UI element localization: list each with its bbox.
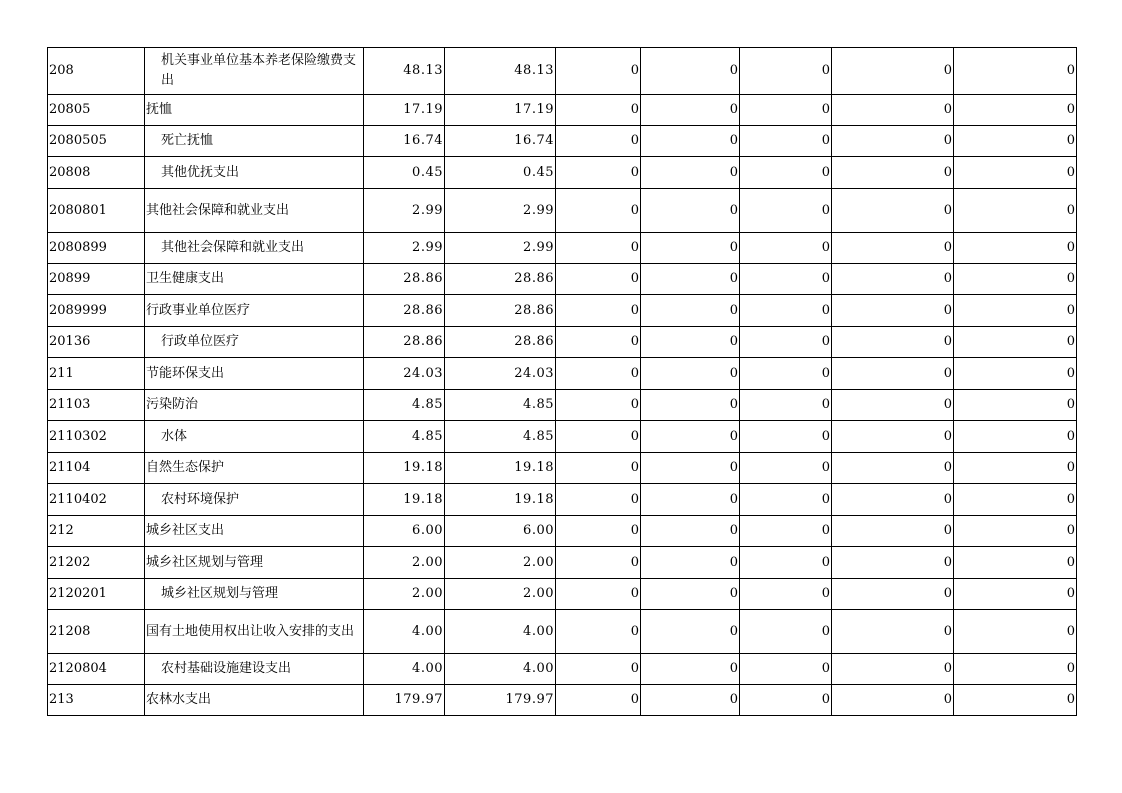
amount-cell: 0 (954, 233, 1077, 264)
amount-cell: 0 (954, 421, 1077, 453)
amount-cell: 0 (832, 327, 954, 358)
amount-cell: 0 (641, 516, 740, 547)
amount-cell: 0 (954, 95, 1077, 126)
basic-expenditure-cell: 28.86 (445, 295, 556, 327)
amount-cell: 0 (740, 453, 832, 484)
subject-code-cell: 2120804 (48, 654, 145, 685)
amount-cell: 0 (556, 484, 641, 516)
basic-expenditure-cell: 17.19 (445, 95, 556, 126)
total-amount-cell: 19.18 (364, 484, 445, 516)
amount-cell: 0 (954, 654, 1077, 685)
amount-cell: 0 (832, 484, 954, 516)
total-amount-cell: 17.19 (364, 95, 445, 126)
amount-cell: 0 (740, 654, 832, 685)
amount-cell: 0 (740, 610, 832, 654)
table-row (48, 484, 1077, 516)
table-row (48, 327, 1077, 358)
amount-cell: 0 (740, 233, 832, 264)
amount-cell: 0 (556, 610, 641, 654)
amount-cell: 0 (641, 579, 740, 610)
subject-code-cell: 2110302 (48, 421, 145, 453)
table-row (48, 233, 1077, 264)
subject-code-cell: 212 (48, 516, 145, 547)
amount-cell: 0 (954, 189, 1077, 233)
subject-name-cell: 水体 (145, 421, 364, 453)
amount-cell: 0 (832, 547, 954, 579)
amount-cell: 0 (641, 233, 740, 264)
amount-cell: 0 (740, 157, 832, 189)
amount-cell: 0 (740, 421, 832, 453)
basic-expenditure-cell: 4.00 (445, 610, 556, 654)
amount-cell: 0 (641, 654, 740, 685)
basic-expenditure-cell: 4.85 (445, 421, 556, 453)
subject-name-cell: 国有土地使用权出让收入安排的支出 (145, 610, 364, 654)
amount-cell: 0 (740, 295, 832, 327)
amount-cell: 0 (556, 547, 641, 579)
total-amount-cell: 2.00 (364, 579, 445, 610)
amount-cell: 0 (954, 295, 1077, 327)
subject-name-cell: 城乡社区支出 (145, 516, 364, 547)
amount-cell: 0 (954, 484, 1077, 516)
amount-cell: 0 (641, 453, 740, 484)
total-amount-cell: 4.85 (364, 421, 445, 453)
total-amount-cell: 48.13 (364, 48, 445, 95)
table-row (48, 453, 1077, 484)
amount-cell: 0 (641, 685, 740, 716)
total-amount-cell: 2.99 (364, 189, 445, 233)
amount-cell: 0 (641, 547, 740, 579)
table-row (48, 610, 1077, 654)
subject-code-cell: 2089999 (48, 295, 145, 327)
amount-cell: 0 (954, 126, 1077, 157)
amount-cell: 0 (556, 685, 641, 716)
subject-code-cell: 2080505 (48, 126, 145, 157)
subject-name-cell: 城乡社区规划与管理 (145, 547, 364, 579)
amount-cell: 0 (832, 233, 954, 264)
total-amount-cell: 4.00 (364, 610, 445, 654)
table-row (48, 516, 1077, 547)
amount-cell: 0 (556, 126, 641, 157)
basic-expenditure-cell: 2.99 (445, 189, 556, 233)
amount-cell: 0 (641, 264, 740, 295)
total-amount-cell: 28.86 (364, 295, 445, 327)
total-amount-cell: 2.99 (364, 233, 445, 264)
subject-name-cell: 污染防治 (145, 390, 364, 421)
subject-name-cell: 自然生态保护 (145, 453, 364, 484)
amount-cell: 0 (832, 126, 954, 157)
subject-code-cell: 2080801 (48, 189, 145, 233)
amount-cell: 0 (641, 48, 740, 95)
amount-cell: 0 (641, 189, 740, 233)
table-body (48, 48, 1077, 716)
total-amount-cell: 4.00 (364, 654, 445, 685)
amount-cell: 0 (832, 579, 954, 610)
amount-cell: 0 (740, 685, 832, 716)
table-row (48, 579, 1077, 610)
amount-cell: 0 (556, 654, 641, 685)
amount-cell: 0 (740, 327, 832, 358)
amount-cell: 0 (556, 189, 641, 233)
basic-expenditure-cell: 4.85 (445, 390, 556, 421)
amount-cell: 0 (832, 516, 954, 547)
basic-expenditure-cell: 2.99 (445, 233, 556, 264)
amount-cell: 0 (954, 327, 1077, 358)
subject-name-cell: 农村环境保护 (145, 484, 364, 516)
amount-cell: 0 (740, 516, 832, 547)
amount-cell: 0 (556, 157, 641, 189)
amount-cell: 0 (954, 579, 1077, 610)
amount-cell: 0 (641, 358, 740, 390)
amount-cell: 0 (832, 685, 954, 716)
subject-name-cell: 农林水支出 (145, 685, 364, 716)
basic-expenditure-cell: 6.00 (445, 516, 556, 547)
amount-cell: 0 (832, 390, 954, 421)
amount-cell: 0 (832, 358, 954, 390)
amount-cell: 0 (832, 421, 954, 453)
subject-code-cell: 21103 (48, 390, 145, 421)
total-amount-cell: 19.18 (364, 453, 445, 484)
subject-code-cell: 208 (48, 48, 145, 95)
amount-cell: 0 (641, 610, 740, 654)
subject-code-cell: 20136 (48, 327, 145, 358)
amount-cell: 0 (740, 579, 832, 610)
amount-cell: 0 (556, 421, 641, 453)
amount-cell: 0 (641, 295, 740, 327)
subject-name-cell: 死亡抚恤 (145, 126, 364, 157)
basic-expenditure-cell: 48.13 (445, 48, 556, 95)
table-row (48, 189, 1077, 233)
table-row (48, 264, 1077, 295)
basic-expenditure-cell: 28.86 (445, 327, 556, 358)
subject-code-cell: 20899 (48, 264, 145, 295)
amount-cell: 0 (556, 516, 641, 547)
amount-cell: 0 (832, 654, 954, 685)
amount-cell: 0 (556, 453, 641, 484)
amount-cell: 0 (954, 685, 1077, 716)
total-amount-cell: 0.45 (364, 157, 445, 189)
amount-cell: 0 (832, 189, 954, 233)
subject-code-cell: 2110402 (48, 484, 145, 516)
table-row (48, 95, 1077, 126)
amount-cell: 0 (641, 95, 740, 126)
table-row (48, 547, 1077, 579)
amount-cell: 0 (641, 421, 740, 453)
subject-name-cell: 行政单位医疗 (145, 327, 364, 358)
amount-cell: 0 (556, 295, 641, 327)
subject-name-cell: 其他社会保障和就业支出 (145, 233, 364, 264)
amount-cell: 0 (740, 547, 832, 579)
amount-cell: 0 (832, 610, 954, 654)
subject-name-cell: 农村基础设施建设支出 (145, 654, 364, 685)
table-row (48, 654, 1077, 685)
amount-cell: 0 (556, 264, 641, 295)
subject-name-cell: 其他社会保障和就业支出 (145, 189, 364, 233)
amount-cell: 0 (832, 95, 954, 126)
subject-name-cell: 卫生健康支出 (145, 264, 364, 295)
subject-code-cell: 20805 (48, 95, 145, 126)
amount-cell: 0 (954, 264, 1077, 295)
amount-cell: 0 (832, 48, 954, 95)
amount-cell: 0 (556, 579, 641, 610)
amount-cell: 0 (740, 189, 832, 233)
amount-cell: 0 (556, 390, 641, 421)
budget-expenditure-table (47, 47, 1077, 716)
amount-cell: 0 (556, 95, 641, 126)
amount-cell: 0 (740, 264, 832, 295)
basic-expenditure-cell: 28.86 (445, 264, 556, 295)
table-row (48, 390, 1077, 421)
amount-cell: 0 (954, 358, 1077, 390)
amount-cell: 0 (954, 547, 1077, 579)
total-amount-cell: 28.86 (364, 264, 445, 295)
amount-cell: 0 (641, 327, 740, 358)
basic-expenditure-cell: 2.00 (445, 579, 556, 610)
subject-name-cell: 机关事业单位基本养老保险缴费支出 (145, 48, 364, 95)
subject-code-cell: 211 (48, 358, 145, 390)
basic-expenditure-cell: 4.00 (445, 654, 556, 685)
basic-expenditure-cell: 19.18 (445, 484, 556, 516)
amount-cell: 0 (556, 358, 641, 390)
table-row (48, 421, 1077, 453)
subject-name-cell: 抚恤 (145, 95, 364, 126)
amount-cell: 0 (954, 157, 1077, 189)
table-row (48, 157, 1077, 189)
basic-expenditure-cell: 2.00 (445, 547, 556, 579)
amount-cell: 0 (740, 126, 832, 157)
amount-cell: 0 (556, 327, 641, 358)
subject-code-cell: 20808 (48, 157, 145, 189)
amount-cell: 0 (641, 390, 740, 421)
amount-cell: 0 (740, 390, 832, 421)
total-amount-cell: 6.00 (364, 516, 445, 547)
amount-cell: 0 (556, 48, 641, 95)
amount-cell: 0 (954, 516, 1077, 547)
total-amount-cell: 16.74 (364, 126, 445, 157)
subject-code-cell: 21208 (48, 610, 145, 654)
total-amount-cell: 179.97 (364, 685, 445, 716)
table-row (48, 48, 1077, 95)
subject-code-cell: 2120201 (48, 579, 145, 610)
amount-cell: 0 (954, 48, 1077, 95)
amount-cell: 0 (832, 264, 954, 295)
total-amount-cell: 28.86 (364, 327, 445, 358)
basic-expenditure-cell: 24.03 (445, 358, 556, 390)
basic-expenditure-cell: 0.45 (445, 157, 556, 189)
table-row (48, 358, 1077, 390)
amount-cell: 0 (740, 48, 832, 95)
subject-code-cell: 21202 (48, 547, 145, 579)
table-row (48, 685, 1077, 716)
amount-cell: 0 (740, 484, 832, 516)
subject-code-cell: 2080899 (48, 233, 145, 264)
amount-cell: 0 (740, 95, 832, 126)
basic-expenditure-cell: 179.97 (445, 685, 556, 716)
amount-cell: 0 (641, 484, 740, 516)
subject-name-cell: 行政事业单位医疗 (145, 295, 364, 327)
amount-cell: 0 (832, 453, 954, 484)
amount-cell: 0 (641, 126, 740, 157)
subject-code-cell: 213 (48, 685, 145, 716)
amount-cell: 0 (740, 358, 832, 390)
subject-name-cell: 节能环保支出 (145, 358, 364, 390)
total-amount-cell: 24.03 (364, 358, 445, 390)
subject-name-cell: 其他优抚支出 (145, 157, 364, 189)
subject-name-cell: 城乡社区规划与管理 (145, 579, 364, 610)
table-row (48, 126, 1077, 157)
table-row (48, 295, 1077, 327)
amount-cell: 0 (556, 233, 641, 264)
subject-code-cell: 21104 (48, 453, 145, 484)
total-amount-cell: 4.85 (364, 390, 445, 421)
amount-cell: 0 (954, 453, 1077, 484)
amount-cell: 0 (954, 610, 1077, 654)
amount-cell: 0 (641, 157, 740, 189)
basic-expenditure-cell: 16.74 (445, 126, 556, 157)
amount-cell: 0 (954, 390, 1077, 421)
amount-cell: 0 (832, 157, 954, 189)
amount-cell: 0 (832, 295, 954, 327)
total-amount-cell: 2.00 (364, 547, 445, 579)
basic-expenditure-cell: 19.18 (445, 453, 556, 484)
